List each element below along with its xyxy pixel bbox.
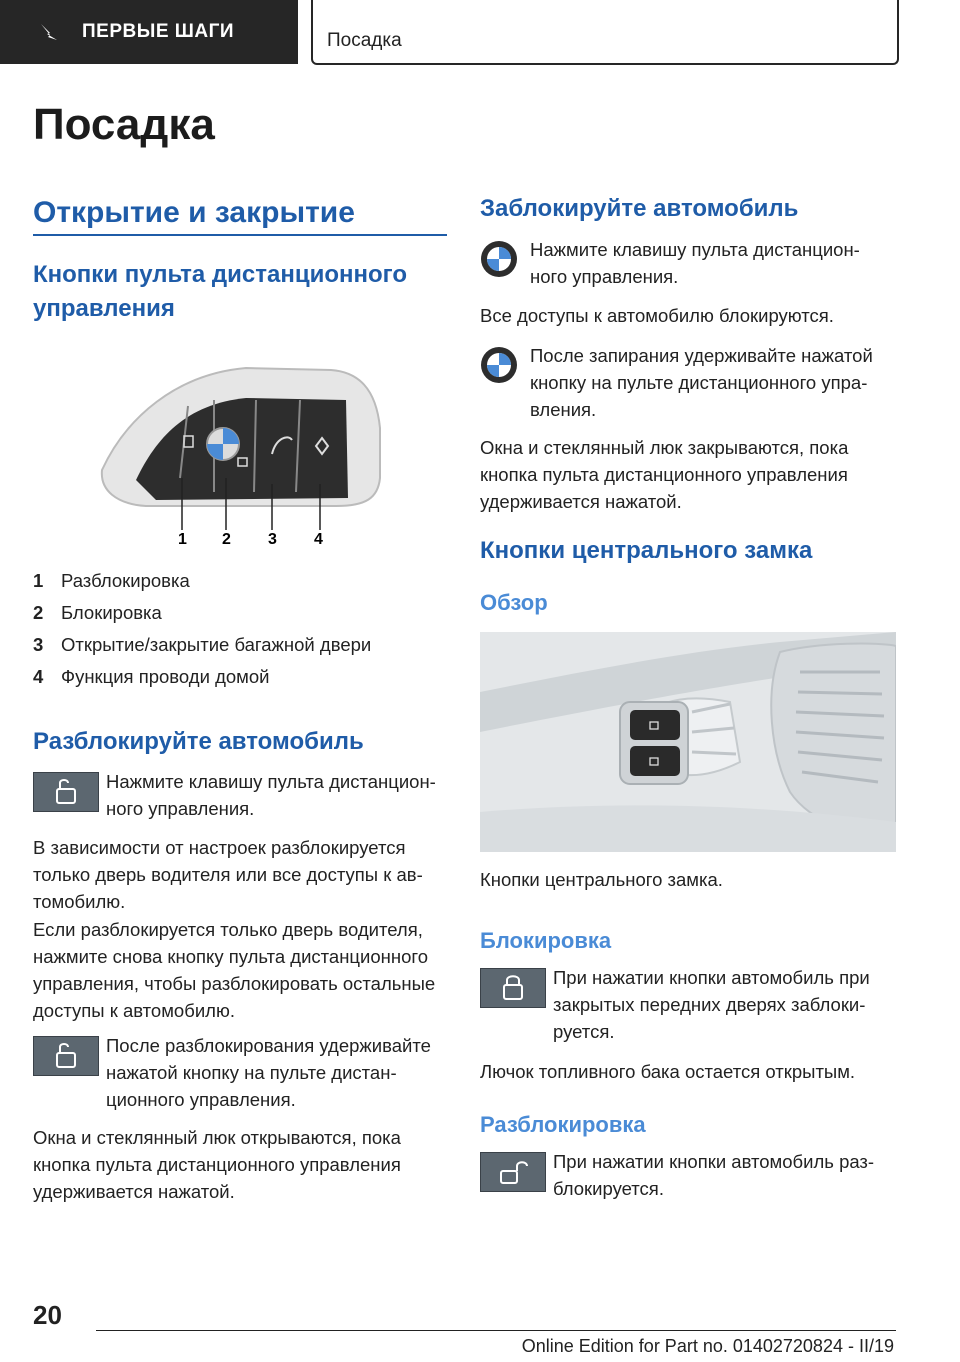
unlock-step-2: После разблокирования удерживайте нажатой кнопку на пульте дистан-ционного управления. [106,1035,431,1110]
lock-paragraph-2: Окна и стеклянный люк закрываются, пока кнопка пульта дистанционного управления удерживается нажатой. [480,437,849,512]
subheading-overview: Обзор [480,590,548,615]
lock-step-2: После запирания удерживайте нажатой кнопку на пульте дистанционного упра-вления. [530,345,873,420]
unlock-paragraph-3: Окна и стеклянный люк открываются, пока кнопка пульта дистанционного управления удерживается нажатой. [33,1127,401,1202]
door-buttons-photo [480,632,896,852]
lock-step-1: Нажмите клавишу пульта дистанцион-ного управления. [530,239,860,287]
subheading-lock-vehicle: Заблокируйте автомобиль [480,195,799,222]
breadcrumb [311,0,899,65]
locking-text: При нажатии кнопки автомобиль при закрытых передних дверях заблоки-руется. [553,967,870,1042]
subheading-locking: Блокировка [480,928,612,953]
bmw-logo-icon [480,240,518,278]
unlocking-text: При нажатии кнопки автомобиль раз-блокируется. [553,1151,875,1199]
flash-icon [38,21,60,43]
unlock-button-icon [33,1036,99,1076]
section-tab[interactable] [0,0,298,64]
locking-note: Лючок топливного бака остается открытым. [480,1061,856,1082]
subheading-unlocking: Разблокировка [480,1112,646,1137]
page-number: 20 [33,1300,62,1330]
key-fob-illustration [96,358,396,552]
key-fob-figure [96,358,396,552]
legend-item: 4 Функция проводи домой [33,666,270,687]
key-label-4: 4 [314,531,323,548]
footer-edition: Online Edition for Part no. 01402720824 - II/19 [521,1336,894,1356]
lock-button-icon [480,968,546,1008]
subheading-central-lock: Кнопки центрального замка [480,537,813,564]
subheading-unlock-vehicle: Разблокируйте автомобиль [33,728,364,755]
legend-item: 1 Разблокировка [33,570,190,591]
page-title: Посадка [33,100,215,149]
lock-paragraph-1: Все доступы к автомобилю блокируются. [480,305,834,326]
figure-caption: Кнопки центрального замка. [480,869,723,890]
subheading-remote-buttons: Кнопки пульта дистанционного управления [33,261,408,322]
unlock-button-icon [480,1152,546,1192]
key-label-1: 1 [178,531,187,548]
unlock-step-1: Нажмите клавишу пульта дистанцион-ного управления. [106,771,436,819]
key-label-3: 3 [268,531,277,548]
footer-rule [96,1330,896,1331]
section-heading-open-close: Открытие и закрытие [33,196,355,229]
section-tab-label: ПЕРВЫЕ ШАГИ [82,21,235,42]
legend-item: 3 Открытие/закрытие багажной двери [33,634,372,655]
heading-rule [33,234,447,236]
key-label-2: 2 [222,531,231,548]
bmw-logo-icon [480,346,518,384]
unlock-button-icon [33,772,99,812]
legend-item: 2 Блокировка [33,602,162,623]
unlock-paragraph-2: Если разблокируется только дверь водителя, нажмите снова кнопку пульта дистанционного управления, чтобы разблокировать остальные доступы к автомобилю. [33,919,436,1021]
breadcrumb-label: Посадка [327,30,402,51]
unlock-paragraph-1: В зависимости от настроек разблокируется только дверь водителя или все доступы к ав-томобилю. [33,837,423,912]
